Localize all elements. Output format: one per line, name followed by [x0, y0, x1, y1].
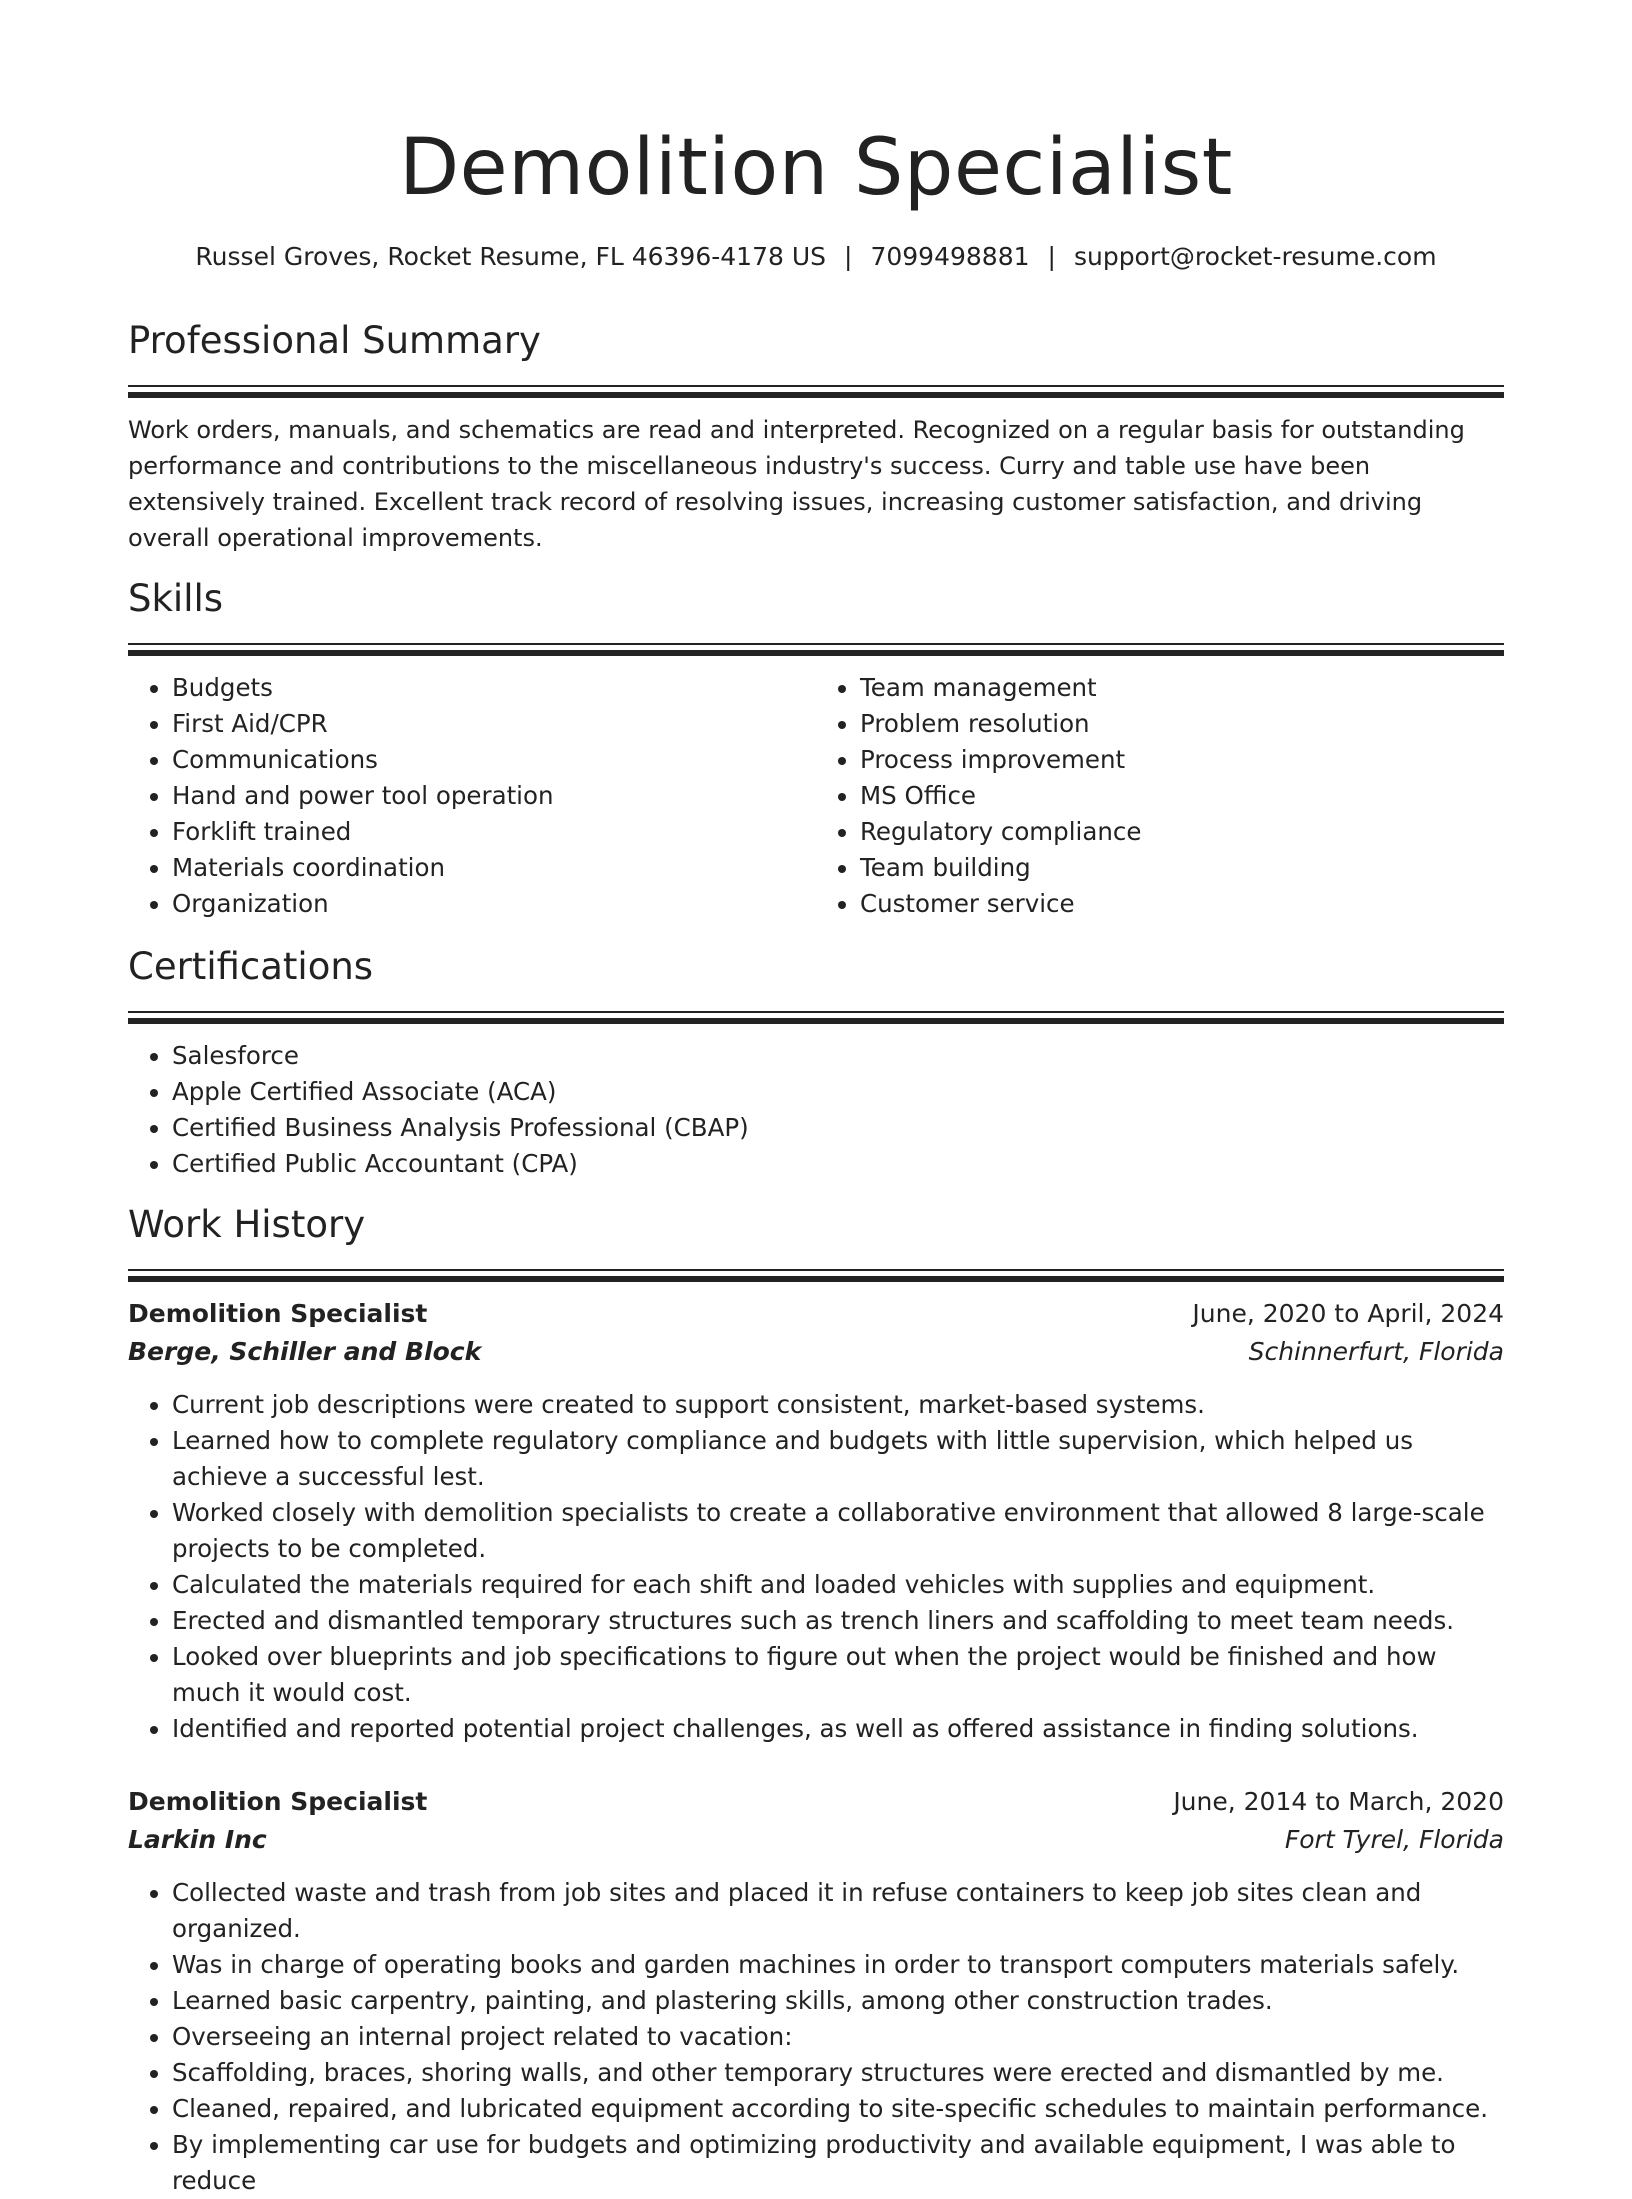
section-divider — [128, 643, 1504, 656]
job-bullet: • Worked closely with demolition specialists to create a collaborative environment that allowed 8 large-scale projects to be completed. — [172, 1495, 1504, 1567]
job-location: Schinnerfurt, Florida — [1248, 1337, 1504, 1366]
job-location: Fort Tyrel, Florida — [1284, 1825, 1504, 1854]
skill-item: • Team management — [860, 670, 1504, 706]
job-bullet: • Identified and reported potential project challenges, as well as offered assistance in finding solutions. — [172, 1711, 1504, 1747]
skill-item: • First Aid/CPR — [172, 706, 816, 742]
skill-item: • Budgets — [172, 670, 816, 706]
certification-item: • Apple Certified Associate (ACA) — [172, 1074, 1504, 1110]
job-bullet: • Calculated the materials required for each shift and loaded vehicles with supplies and equipment. — [172, 1567, 1504, 1603]
section-divider — [128, 385, 1504, 398]
job-dates: June, 2014 to March, 2020 — [1173, 1787, 1504, 1816]
section-heading: Professional Summary — [128, 319, 541, 362]
contact-email: support@rocket-resume.com — [1073, 242, 1437, 271]
job-header — [128, 1783, 1504, 1821]
skill-item: • Team building — [860, 850, 1504, 886]
job-bullet: • Overseeing an internal project related to vacation: — [172, 2019, 1504, 2055]
job-entry — [128, 1295, 1504, 1747]
skill-item: • Problem resolution — [860, 706, 1504, 742]
skills-list-right — [816, 670, 1504, 922]
job-bullet: • Learned basic carpentry, painting, and plastering skills, among other construction trades. — [172, 1983, 1504, 2019]
job-subheader — [128, 1821, 1504, 1859]
contact-line — [128, 240, 1504, 274]
resume-title: Demolition Specialist — [399, 123, 1233, 213]
skill-item: • Regulatory compliance — [860, 814, 1504, 850]
certification-item: • Salesforce — [172, 1038, 1504, 1074]
section-heading: Certifications — [128, 945, 374, 988]
skill-item: • Communications — [172, 742, 816, 778]
section-heading: Skills — [128, 577, 224, 620]
job-header — [128, 1295, 1504, 1333]
skill-item: • Hand and power tool operation — [172, 778, 816, 814]
contact-address: Russel Groves, Rocket Resume, FL 46396-4178 US — [195, 242, 827, 271]
skill-item: • Organization — [172, 886, 816, 922]
job-bullets — [128, 1875, 1504, 2199]
contact-separator: | — [1047, 242, 1056, 271]
job-bullet: • Looked over blueprints and job specifications to figure out when the project would be finished and how much it would cost. — [172, 1639, 1504, 1711]
job-bullet: • Collected waste and trash from job sites and placed it in refuse containers to keep job sites clean and organized. — [172, 1875, 1504, 1947]
certifications-section — [128, 943, 1504, 1182]
job-company: Berge, Schiller and Block — [128, 1337, 482, 1366]
skills-list-left — [128, 670, 816, 922]
skills-section — [128, 575, 1504, 922]
job-subheader — [128, 1333, 1504, 1371]
skills-columns — [128, 670, 1504, 922]
summary-text: Work orders, manuals, and schematics are read and interpreted. Recognized on a regular basis for outstanding performance and contributions to the miscellaneous industry's success. Curry and table use have been extensively trained. Excellent track record of resolving issues, increasing customer satisfaction, and driving overall operational improvements. — [128, 416, 1465, 552]
job-bullet: • Was in charge of operating books and garden machines in order to transport computers materials safely. — [172, 1947, 1504, 1983]
section-heading: Work History — [128, 1203, 366, 1246]
certification-item: • Certified Business Analysis Professional (CBAP) — [172, 1110, 1504, 1146]
job-title: Demolition Specialist — [128, 1787, 428, 1816]
certification-item: • Certified Public Accountant (CPA) — [172, 1146, 1504, 1182]
job-bullets — [128, 1387, 1504, 1747]
job-dates: June, 2020 to April, 2024 — [1192, 1299, 1504, 1328]
skill-item: • Materials coordination — [172, 850, 816, 886]
skill-item: • Forklift trained — [172, 814, 816, 850]
job-bullet: • Cleaned, repaired, and lubricated equipment according to site-specific schedules to maintain performance. — [172, 2091, 1504, 2127]
work-history-section — [128, 1201, 1504, 1282]
job-bullet: • Learned how to complete regulatory compliance and budgets with little supervision, which helped us achieve a successful lest. — [172, 1423, 1504, 1495]
summary-section — [128, 317, 1504, 556]
skill-item: • Customer service — [860, 886, 1504, 922]
job-bullet: • Erected and dismantled temporary structures such as trench liners and scaffolding to meet team needs. — [172, 1603, 1504, 1639]
job-bullet: • By implementing car use for budgets and optimizing productivity and available equipment, I was able to reduce — [172, 2127, 1504, 2199]
job-company: Larkin Inc — [128, 1825, 267, 1854]
job-entry — [128, 1783, 1504, 2199]
job-title: Demolition Specialist — [128, 1299, 428, 1328]
certifications-list — [128, 1038, 1504, 1182]
skill-item: • MS Office — [860, 778, 1504, 814]
resume-page — [128, 0, 1504, 2195]
contact-phone: 7099498881 — [870, 242, 1030, 271]
contact-separator: | — [844, 242, 853, 271]
job-bullet: • Scaffolding, braces, shoring walls, and other temporary structures were erected and dismantled by me. — [172, 2055, 1504, 2091]
skill-item: • Process improvement — [860, 742, 1504, 778]
section-divider — [128, 1269, 1504, 1282]
job-bullet: • Current job descriptions were created to support consistent, market-based systems. — [172, 1387, 1504, 1423]
section-divider — [128, 1011, 1504, 1024]
